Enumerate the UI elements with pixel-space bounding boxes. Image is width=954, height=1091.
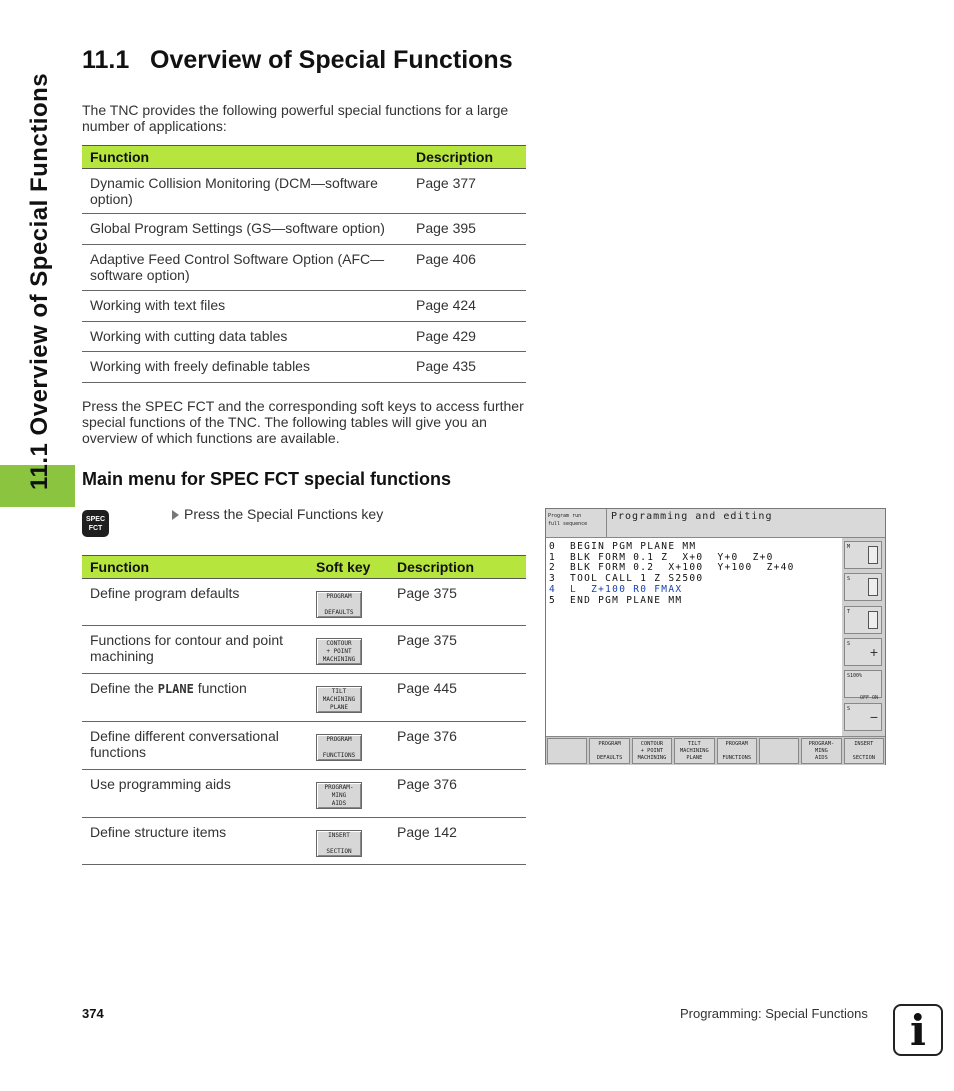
- side-chapter-title: 11.1 Overview of Special Functions: [26, 72, 53, 490]
- program-editor[interactable]: [546, 538, 843, 736]
- softkey-cell: [308, 770, 389, 818]
- softkey-button[interactable]: CONTOUR + POINT MACHINING: [316, 638, 362, 665]
- program-line[interactable]: 4 L Z+100 R0 FMAX: [549, 583, 683, 595]
- programming-mode-label: Programming and editing: [607, 509, 885, 538]
- function-cell: Working with cutting data tables: [82, 322, 408, 352]
- side-softkey-label: S: [847, 576, 851, 583]
- softkey-cell: [308, 674, 389, 722]
- softkey-button[interactable]: PROGRAM- MING AIDS: [316, 782, 362, 809]
- side-softkey-label: M: [847, 544, 851, 550]
- column-header-function: Function: [82, 146, 408, 169]
- function-text: Define the: [90, 680, 158, 696]
- side-softkey[interactable]: [844, 606, 882, 634]
- table-row: [82, 626, 526, 674]
- function-text: Define different conversational functions: [90, 728, 279, 760]
- function-cell: Dynamic Collision Monitoring (DCM—software option): [82, 169, 408, 214]
- function-cell: [82, 818, 308, 865]
- intro-paragraph: The TNC provides the following powerful special functions for a large number of applications:: [82, 102, 509, 134]
- screen-softkey[interactable]: [547, 738, 587, 764]
- screen-softkey[interactable]: PROGRAM DEFAULTS: [589, 738, 629, 764]
- special-functions-table: [82, 145, 526, 383]
- function-text: Functions for contour and point machining: [90, 632, 284, 664]
- column-header-softkey: Soft key: [308, 556, 389, 579]
- off-on-toggle-icon: OFF ON: [859, 695, 878, 702]
- column-header-function: Function: [82, 556, 308, 579]
- function-text: Define structure items: [90, 824, 227, 840]
- softkey-button[interactable]: TILT MACHINING PLANE: [316, 686, 362, 713]
- vertical-softkey-bar: [842, 538, 885, 736]
- softkey-cell: [308, 722, 389, 770]
- spec-key-line1: SPEC: [85, 515, 106, 523]
- step-instruction: [172, 506, 383, 522]
- spec-fct-paragraph: Press the SPEC FCT and the corresponding soft keys to access further special functions of the TNC. The following tables will give you an overview of which functions are available.: [82, 398, 524, 446]
- spindle-icon: [868, 546, 878, 564]
- side-softkey[interactable]: [844, 638, 882, 666]
- function-cell: [82, 579, 308, 626]
- screen-softkey[interactable]: PROGRAM FUNCTIONS: [717, 738, 757, 764]
- table-row: [82, 322, 526, 352]
- page-link[interactable]: Page 376: [389, 770, 526, 818]
- page-link[interactable]: Page 424: [408, 291, 526, 322]
- softkey-button[interactable]: PROGRAM DEFAULTS: [316, 591, 362, 618]
- tool-change-icon: [868, 611, 878, 629]
- screen-softkey[interactable]: TILT MACHINING PLANE: [674, 738, 714, 764]
- program-line[interactable]: 3 TOOL CALL 1 Z S2500: [549, 573, 704, 585]
- table-row: [82, 245, 526, 291]
- table-row: [82, 291, 526, 322]
- function-cell: Global Program Settings (GS—software option): [82, 214, 408, 245]
- function-cell: [82, 770, 308, 818]
- page-link[interactable]: Page 375: [389, 579, 526, 626]
- table-row: [82, 674, 526, 722]
- subsection-heading: Main menu for SPEC FCT special functions: [82, 469, 452, 489]
- side-softkey-label: S: [847, 705, 851, 712]
- softkey-button[interactable]: PROGRAM FUNCTIONS: [316, 734, 362, 761]
- softkey-button[interactable]: INSERT SECTION: [316, 830, 362, 857]
- table-row: [82, 722, 526, 770]
- softkey-bar: [546, 736, 885, 765]
- function-cell: Working with text files: [82, 291, 408, 322]
- screen-softkey[interactable]: CONTOUR + POINT MACHINING: [632, 738, 672, 764]
- spec-fct-key-icon: [82, 510, 109, 537]
- page-link[interactable]: Page 395: [408, 214, 526, 245]
- minus-icon: −: [869, 708, 878, 725]
- page-title: [82, 46, 513, 75]
- table-row: [82, 214, 526, 245]
- plus-icon: +: [869, 643, 878, 660]
- section-number: 11.1: [82, 46, 130, 74]
- function-cell: [82, 626, 308, 674]
- page-link[interactable]: Page 375: [389, 626, 526, 674]
- screen-softkey[interactable]: PROGRAM- MING AIDS: [801, 738, 841, 764]
- spec-key-line2: FCT: [88, 524, 103, 532]
- softkey-cell: [308, 818, 389, 865]
- function-cell: Working with freely definable tables: [82, 352, 408, 383]
- footer-section: Programming: Special Functions: [680, 1006, 868, 1021]
- table-row: [82, 770, 526, 818]
- table-row: [82, 352, 526, 383]
- table-row: [82, 579, 526, 626]
- machine-mode-label: Program run full sequence: [546, 509, 607, 538]
- program-line[interactable]: 5 END PGM PLANE MM: [549, 594, 683, 606]
- code-keyword: PLANE: [157, 682, 194, 696]
- function-cell: Adaptive Feed Control Software Option (AFC—software option): [82, 245, 408, 291]
- side-softkey-label: T: [847, 608, 851, 615]
- screen-softkey[interactable]: INSERT SECTION: [844, 738, 884, 764]
- program-line[interactable]: 0 BEGIN PGM PLANE MM: [549, 541, 697, 552]
- table-row: [82, 169, 526, 214]
- page-link[interactable]: Page 376: [389, 722, 526, 770]
- screen-softkey[interactable]: [759, 738, 799, 764]
- info-icon: i: [893, 1004, 943, 1056]
- function-text: Define program defaults: [90, 585, 240, 601]
- page-link[interactable]: Page 142: [389, 818, 526, 865]
- tnc-screen: [545, 508, 886, 765]
- function-cell: [82, 674, 308, 722]
- page-link[interactable]: Page 406: [408, 245, 526, 291]
- softkey-cell: [308, 579, 389, 626]
- program-line[interactable]: 1 BLK FORM 0.1 Z X+0 Y+0 Z+0: [549, 551, 774, 563]
- function-text: Use programming aids: [90, 776, 231, 792]
- table-row: [82, 818, 526, 865]
- softkey-cell: [308, 626, 389, 674]
- page-number: 374: [82, 1006, 104, 1021]
- program-line[interactable]: 2 BLK FORM 0.2 X+100 Y+100 Z+40: [549, 562, 795, 574]
- page-link[interactable]: Page 435: [408, 352, 526, 383]
- column-header-description: Description: [389, 556, 526, 579]
- tool-icon: [868, 578, 878, 596]
- page-link[interactable]: Page 377: [408, 169, 526, 214]
- arrow-right-icon: [172, 510, 179, 520]
- function-cell: [82, 722, 308, 770]
- step-text: Press the Special Functions key: [184, 506, 384, 522]
- column-header-description: Description: [408, 146, 526, 169]
- side-softkey-label: S: [847, 640, 851, 647]
- page-link[interactable]: Page 429: [408, 322, 526, 352]
- section-title: Overview of Special Functions: [150, 46, 513, 74]
- function-text: function: [193, 680, 247, 696]
- side-softkey[interactable]: [844, 541, 882, 569]
- side-softkey[interactable]: [844, 703, 882, 731]
- spec-fct-menu-table: [82, 555, 526, 865]
- page-link[interactable]: Page 445: [389, 674, 526, 722]
- side-softkey[interactable]: [844, 670, 882, 702]
- side-softkey[interactable]: [844, 573, 882, 601]
- side-softkey-label: S100%: [847, 673, 863, 680]
